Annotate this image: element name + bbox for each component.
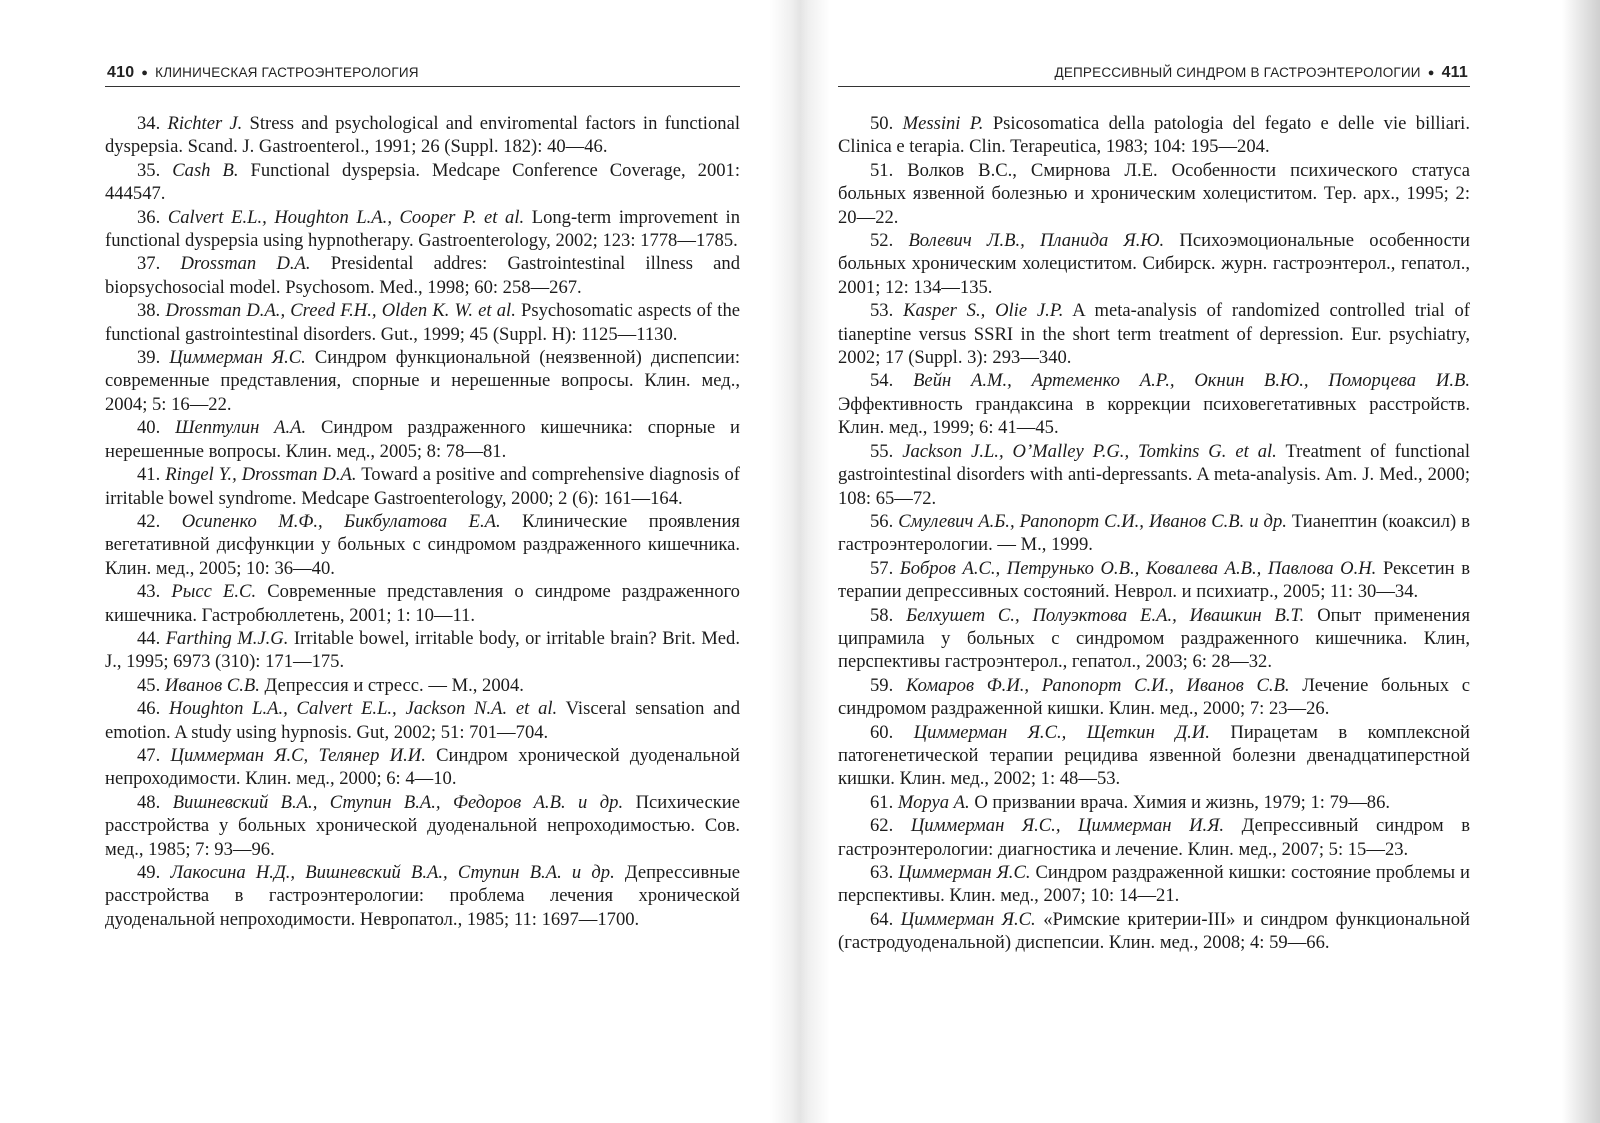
reference-item: 40. Шептулин А.А. Синдром раздраженного кишечника: спорные и нерешенные вопросы. Клин. мед., 2005; 8: 78—81. bbox=[105, 417, 741, 462]
reference-item: 44. Farthing M.J.G. Irritable bowel, irritable body, or irritable brain? Brit. Med. J., 1995; 6973 (310): 171—175. bbox=[105, 627, 740, 673]
reference-item: 61. Моруа А. О призвании врача. Химия и жизнь, 1979; 1: 79—86. bbox=[870, 791, 1391, 813]
bullet-icon: ● bbox=[1427, 67, 1435, 79]
reference-item: 43. Рысс Е.С. Современные представления о синдроме раздраженного кишечника. Гастробюллетень, 2001; 1: 10—11. bbox=[105, 581, 740, 626]
reference-item: 34. Richter J. Stress and psychological and enviromental factors in functional dyspepsia. Scand. J. Gastroenterol., 1991; 26 (Suppl. 182): 40—46. bbox=[105, 113, 740, 158]
reference-item: 39. Циммерман Я.С. Синдром функциональной (неязвенной) диспепсии: современные представления, спорные и нерешенные вопросы. Клин. мед., 2004; 5: 16—22. bbox=[105, 347, 740, 415]
reference-item: 46. Houghton L.A., Calvert E.L., Jackson N.A. et al. Visceral sensation and emotion. A study using hypnosis. Gut, 2002; 51: 701—704. bbox=[105, 698, 740, 743]
reference-item: 56. Смулевич А.Б., Рапопорт С.И., Иванов С.В. и др. Тианептин (коаксил) в гастроэнтерологии. — М., 1999. bbox=[838, 510, 1471, 556]
reference-item: 50. Messini P. Psicosomatica della patologia del fegato e delle vie billiari. Clinica e terapia. Clin. Terapeutica, 1983; 104: 195—204. bbox=[838, 113, 1470, 158]
left-running-head bbox=[105, 62, 740, 87]
reference-item: 59. Комаров Ф.И., Рапопорт С.И., Иванов С.В. Лечение больных с синдромом раздраженной кишки. Клин. мед., 2000; 7: 23—26. bbox=[838, 674, 1470, 720]
reference-item: 47. Циммерман Я.С, Телянер И.И. Синдром хронической дуоденальной непроходимости. Клин. мед., 2000; 6: 4—10. bbox=[105, 744, 741, 790]
reference-item: 42. Осипенко М.Ф., Бикбулатова Е.А. Клинические проявления вегетативной дисфункции у больных с синдромом раздраженного кишечника. Клин. мед., 2005; 10: 36—40. bbox=[105, 510, 740, 579]
reference-item: 37. Drossman D.A. Presidental addres: Gastrointestinal illness and biopsychosocial model. Psychosom. Med., 1998; 60: 258—267. bbox=[105, 253, 740, 298]
reference-item: 35. Cash B. Functional dyspepsia. Medcape Conference Coverage, 2001: 444547. bbox=[105, 159, 741, 205]
right-reference-list bbox=[838, 112, 1470, 955]
reference-item: 57. Бобров А.С., Петрунько О.В., Ковалева А.В., Павлова О.Н. Рексетин в терапии депрессивных состояний. Неврол. и психиатр., 2005; 11: 30—34. bbox=[838, 557, 1470, 603]
reference-item: 41. Ringel Y., Drossman D.A. Toward a positive and comprehensive diagnosis of irritable bowel syndrome. Medcape Gastroenterology, 2000; 2 (6): 161—164. bbox=[105, 464, 740, 509]
left-page-number: 410 bbox=[107, 64, 135, 81]
reference-item: 64. Циммерман Я.С. «Римские критерии-III» и синдром функциональной (гастродуоденальной) диспепсии. Клин. мед., 2008; 4: 59—66. bbox=[838, 908, 1470, 954]
bullet-icon: ● bbox=[141, 67, 149, 79]
reference-item: 54. Вейн А.М., Артеменко А.Р., Окнин В.Ю., Поморцева И.В. Эффективность грандаксина в коррекции психовегетативных расстройств. Клин. мед., 1999; 6: 41—45. bbox=[838, 370, 1470, 439]
book-gutter bbox=[770, 0, 830, 1123]
right-running-head bbox=[838, 62, 1470, 87]
reference-item: 53. Kasper S., Olie J.P. A meta-analysis of randomized controlled trial of tianeptine versus SSRI in the short term treatment of depression. Eur. psychiatry, 2002; 17 (Suppl. 3): 293—340. bbox=[838, 300, 1470, 369]
left-running-title: КЛИНИЧЕСКАЯ ГАСТРОЭНТЕРОЛОГИЯ bbox=[155, 65, 419, 80]
reference-item: 48. Вишневский В.А., Ступин В.А., Федоров А.В. и др. Психические расстройства у больных хронической дуоденальной непроходимостью. Сов. мед., 1985; 7: 93—96. bbox=[105, 791, 741, 860]
left-reference-list bbox=[105, 112, 740, 931]
page-edge bbox=[1562, 0, 1600, 1123]
reference-item: 49. Лакосина Н.Д., Вишневский В.А., Ступин В.А. и др. Депрессивные расстройства в гастроэнтерологии: проблема лечения хронической дуоденальной непроходимости. Невропатол., 1985; 11: 1697—1700. bbox=[105, 862, 740, 930]
reference-item: 60. Циммерман Я.С., Щеткин Д.И. Пирацетам в комплексной патогенетической терапии рецидива язвенной болезни двенадцатиперстной кишки. Клин. мед., 2002; 1: 48—53. bbox=[838, 721, 1470, 790]
reference-item: 51. Волков В.С., Смирнова Л.Е. Особенности психического статуса больных язвенной болезнью и хроническим холециститом. Тер. арх., 1995; 2: 20—22. bbox=[838, 159, 1470, 228]
reference-item: 62. Циммерман Я.С., Циммерман И.Я. Депрессивный синдром в гастроэнтерологии: диагностика и лечение. Клин. мед., 2007; 5: 15—23. bbox=[838, 815, 1470, 860]
right-page bbox=[838, 0, 1470, 1123]
reference-item: 63. Циммерман Я.С. Синдром раздраженной кишки: состояние проблемы и перспективы. Клин. мед., 2007; 10: 14—21. bbox=[838, 862, 1470, 907]
reference-item: 52. Волевич Л.В., Планида Я.Ю. Психоэмоциональные особенности больных хроническим холециститом. Сибирск. журн. гастроэнтерол., гепатол., 2001; 12: 134—135. bbox=[838, 230, 1470, 298]
reference-item: 58. Белхушет С., Полуэктова Е.А., Ивашкин В.Т. Опыт применения ципрамила у больных с синдромом раздраженного кишечника. Клин, перспективы гастроэнтерол., гепатол., 2003; 6: 28—32. bbox=[838, 604, 1470, 673]
reference-item: 45. Иванов С.В. Депрессия и стресс. — М., 2004. bbox=[137, 674, 524, 696]
right-running-title: ДЕПРЕССИВНЫЙ СИНДРОМ В ГАСТРОЭНТЕРОЛОГИИ bbox=[1054, 65, 1421, 80]
left-page bbox=[105, 0, 740, 1123]
reference-item: 36. Calvert E.L., Houghton L.A., Cooper P. et al. Long-term improvement in functional dyspepsia using hypnotherapy. Gastroenterology, 2002; 123: 1778—1785. bbox=[105, 206, 740, 252]
reference-item: 38. Drossman D.A., Creed F.H., Olden K. W. et al. Psychosomatic aspects of the functional gastrointestinal disorders. Gut., 1999; 45 (Suppl. H): 1125—1130. bbox=[105, 300, 741, 345]
right-page-number: 411 bbox=[1441, 64, 1468, 81]
reference-item: 55. Jackson J.L., O’Malley P.G., Tomkins G. et al. Treatment of functional gastrointestinal disorders with anti-depressants. A meta-analysis. Am. J. Med., 2000; 108: 65—72. bbox=[838, 440, 1470, 509]
